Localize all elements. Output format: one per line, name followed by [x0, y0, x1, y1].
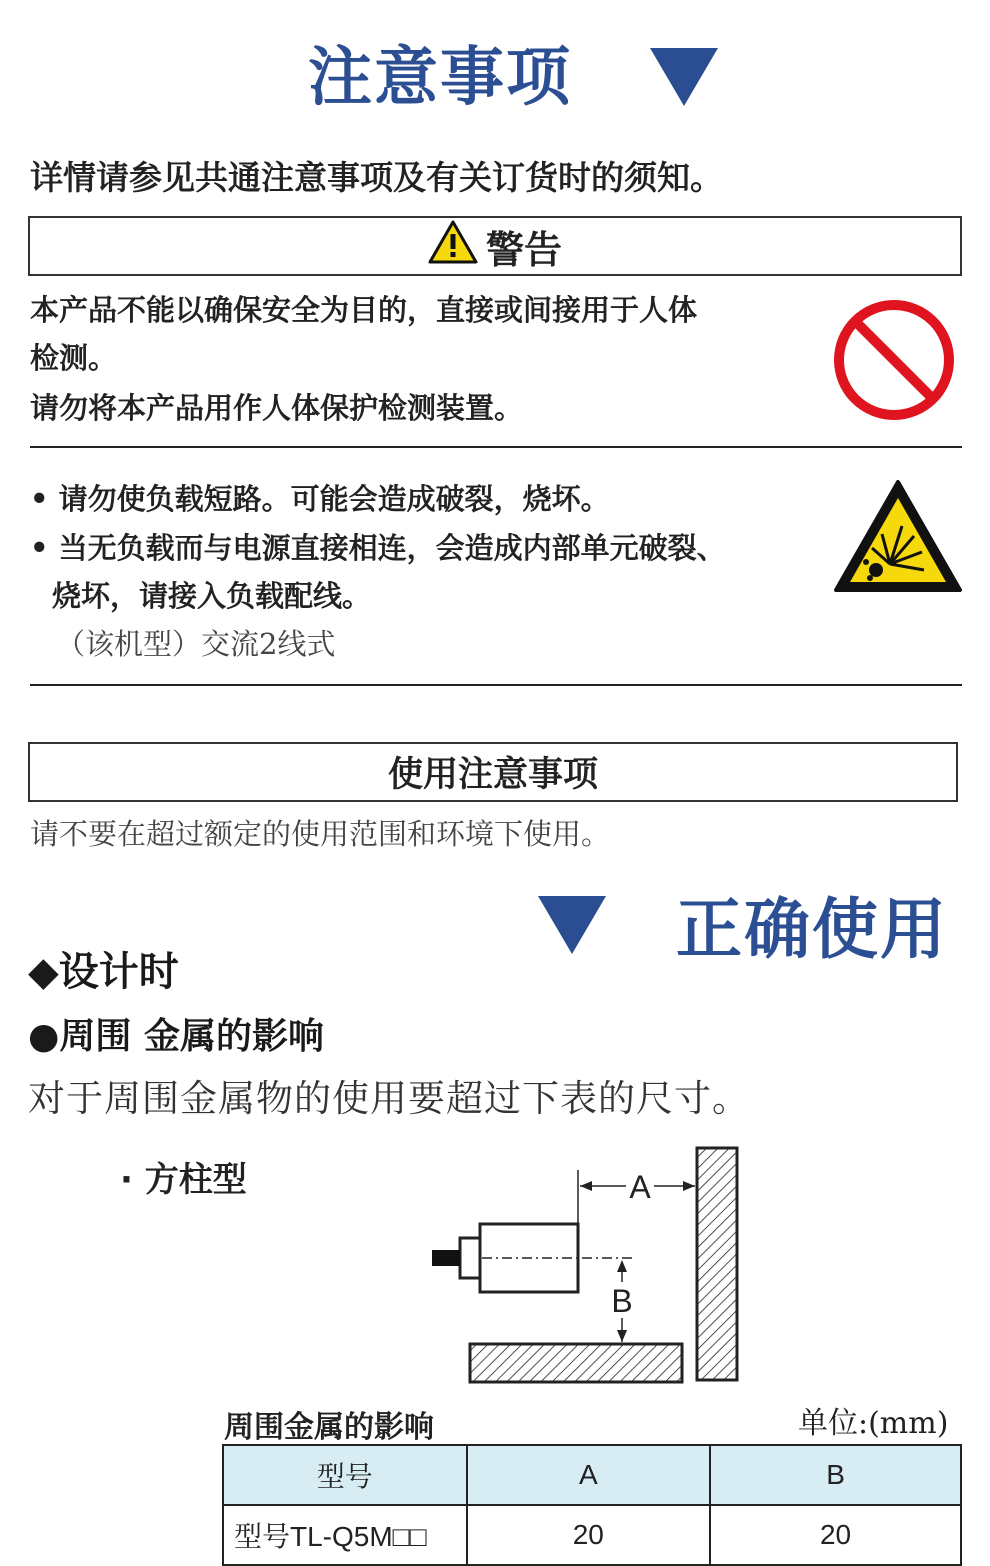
- warning-line-3: 请勿将本产品用作人体保护检测装置。: [30, 391, 524, 425]
- bullet-dot: •: [30, 531, 59, 565]
- correct-use-title: 正确使用: [676, 891, 948, 968]
- dimension-label-b: B: [611, 1283, 633, 1319]
- warning-bullet-1-text: 请勿使负载短路。可能会造成破裂，烧坏。: [58, 482, 610, 516]
- usage-text: 请不要在超过额定的使用范围和环境下使用。: [30, 817, 611, 851]
- bullet-dot: •: [30, 482, 59, 516]
- usage-header-box: [28, 742, 958, 802]
- warning-triangle-icon: [428, 220, 478, 273]
- metal-clearance-diagram: [420, 1140, 750, 1394]
- table-header-row: [223, 1445, 961, 1505]
- dimension-label-a: A: [629, 1169, 651, 1205]
- triangle-down-icon: [650, 48, 718, 106]
- table-cell-a: 20: [467, 1505, 711, 1565]
- notice-intro: 详情请参见共通注意事项及有关订货时的须知。: [30, 158, 723, 197]
- table-header-cell: B: [710, 1445, 961, 1505]
- design-heading-label: 设计时: [58, 949, 179, 995]
- warning-bullet-1: [30, 477, 610, 518]
- metal-heading: [28, 1008, 324, 1059]
- design-heading: [28, 940, 179, 997]
- explosion-hazard-icon: [832, 478, 964, 598]
- metal-heading-label: 周围 金属的影响: [59, 1016, 324, 1057]
- usage-header-label: 使用注意事项: [387, 755, 598, 795]
- warning-line-2: 检测。: [30, 341, 118, 375]
- shape-label: · 方柱型: [120, 1160, 247, 1200]
- prohibited-icon: [832, 298, 956, 426]
- table-cell-model: 型号TL-Q5M□□: [223, 1505, 467, 1565]
- warning-header-box: [28, 216, 962, 276]
- table-caption: 周围金属的影响: [224, 1410, 434, 1445]
- diamond-bullet-icon: ◆: [28, 949, 59, 995]
- divider: [30, 684, 962, 686]
- table-row: [223, 1505, 961, 1565]
- table-header-cell: 型号: [223, 1445, 467, 1505]
- notice-title: 注意事项: [308, 41, 572, 115]
- bottom-metal-plate: [470, 1344, 682, 1382]
- warning-line-1: 本产品不能以确保安全为目的，直接或间接用于人体: [30, 293, 698, 327]
- warning-note: （该机型）交流2线式: [56, 627, 336, 661]
- vertical-metal-wall: [697, 1148, 737, 1380]
- metal-influence-table: [222, 1444, 962, 1566]
- sensor-connector: [460, 1238, 480, 1278]
- divider: [30, 446, 962, 448]
- table-unit: 单位:(mm): [798, 1406, 949, 1441]
- triangle-down-icon: [538, 896, 606, 954]
- metal-text: 对于周围金属物的使用要超过下表的尺寸。: [28, 1077, 750, 1120]
- circle-bullet-icon: ●: [28, 1016, 60, 1057]
- table-header-cell: A: [467, 1445, 711, 1505]
- warning-bullet-2: [30, 526, 726, 567]
- table-cell-b: 20: [710, 1505, 961, 1565]
- warning-bullet-2-text: 当无负载而与电源直接相连，会造成内部单元破裂、: [58, 531, 726, 565]
- warning-header-label: 警告: [485, 227, 562, 272]
- warning-bullet-2-cont: 烧坏，请接入负载配线。: [52, 579, 372, 613]
- sensor-cable: [432, 1250, 460, 1266]
